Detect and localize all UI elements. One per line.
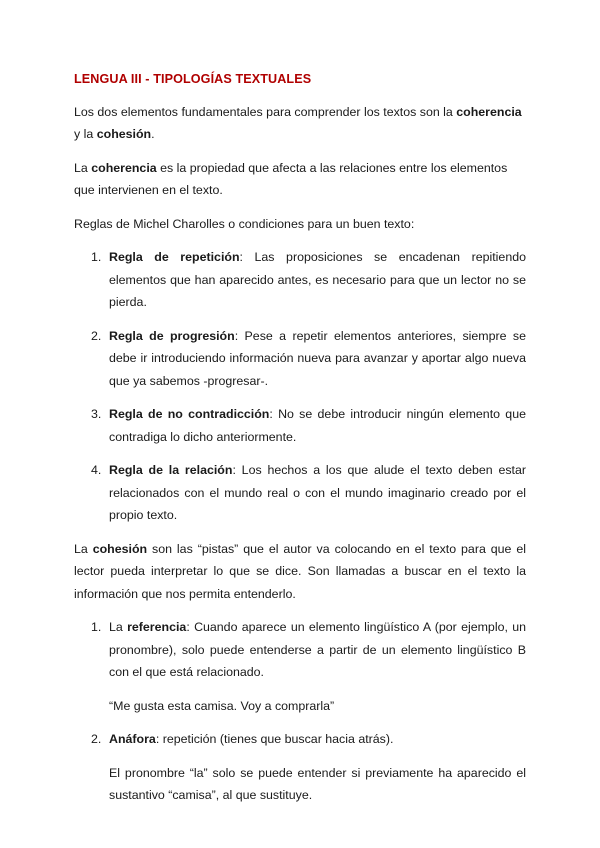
mecanismo-text: : repetición (tienes que buscar hacia atrás). <box>155 732 394 746</box>
regla-text: : No se debe introducir ningún elemento que contradiga lo dicho anteriormente. <box>109 407 526 444</box>
regla-title: Regla de no contradicción <box>109 407 270 421</box>
regla-text: : Pese a repetir elementos anteriores, siempre se debe ir introduciendo información nueva para avanzar y aportar algo nueva que ya sabemos -progresar-. <box>109 328 526 388</box>
regla-title: Regla de la relación <box>109 463 233 477</box>
intro-text-mid: y la <box>74 127 97 141</box>
list-number: 2. <box>91 328 102 343</box>
mecanismos-list-2 <box>74 728 526 751</box>
coherencia-paragraph <box>74 157 526 202</box>
list-item-regla-1 <box>74 246 526 314</box>
intro-paragraph <box>74 101 526 146</box>
coherencia-bold: coherencia <box>91 160 157 175</box>
regla-text: : Los hechos a los que alude el texto deben estar relacionados con el mundo real o con el mundo imaginario creado por el propio texto. <box>109 463 526 522</box>
list-number: 4. <box>91 463 102 477</box>
intro-text-end: . <box>151 127 155 141</box>
cohesion-text-before: La <box>74 541 93 556</box>
document-title: LENGUA III - TIPOLOGÍAS TEXTUALES <box>74 72 312 86</box>
mecanismo-text: : Cuando aparece un elemento lingüístico A (por ejemplo, un pronombre), solo puede entenderse a partir de un elemento lingüístico B con el que está relacionado. <box>109 620 526 679</box>
regla-title: Regla de repetición <box>109 250 240 264</box>
list-item-regla-3 <box>74 403 526 448</box>
regla-text: : Las proposiciones se encadenan repitiendo elementos que han aparecido antes, es necesario para que un lector no se pierda. <box>109 250 526 309</box>
example-quote: “Me gusta esta camisa. Voy a comprarla” <box>109 698 335 713</box>
intro-bold-coherencia: coherencia <box>456 104 522 119</box>
list-item-regla-4 <box>74 459 526 527</box>
coherencia-text-before: La <box>74 160 92 175</box>
mecanismo-title: referencia <box>127 620 187 634</box>
list-item-anafora <box>74 728 526 751</box>
list-number: 1. <box>91 250 102 264</box>
intro-text-before: Los dos elementos fundamentales para comprender los textos son la <box>74 104 457 119</box>
mecanismo-title: Anáfora <box>109 732 156 746</box>
list-item-referencia <box>74 616 526 684</box>
intro-bold-cohesion: cohesión <box>96 127 152 141</box>
mecanismo-pre: La <box>109 620 128 634</box>
cohesion-bold: cohesión <box>92 541 148 556</box>
list-number: 2. <box>91 732 102 746</box>
list-number: 1. <box>91 620 102 634</box>
reglas-list <box>74 246 526 527</box>
list-item-regla-2 <box>74 325 526 393</box>
regla-title: Regla de progresión <box>109 328 235 343</box>
cohesion-text-after: son las “pistas” que el autor va colocando en el texto para que el lector pueda interpretar lo que se dice. Son llamadas a buscar en el texto la información que nos permita entenderlo. <box>74 541 526 601</box>
list-number: 3. <box>91 407 102 421</box>
reglas-intro: Reglas de Michel Charolles o condiciones para un buen texto: <box>74 216 415 231</box>
coherencia-text-after: es la propiedad que afecta a las relaciones entre los elementos que intervienen en el texto. <box>74 160 508 197</box>
anafora-explanation: El pronombre “la” solo se puede entender si previamente ha aparecido el sustantivo “camisa”, al que sustituye. <box>109 765 526 802</box>
cohesion-paragraph <box>74 538 526 606</box>
mecanismos-list <box>74 616 526 684</box>
